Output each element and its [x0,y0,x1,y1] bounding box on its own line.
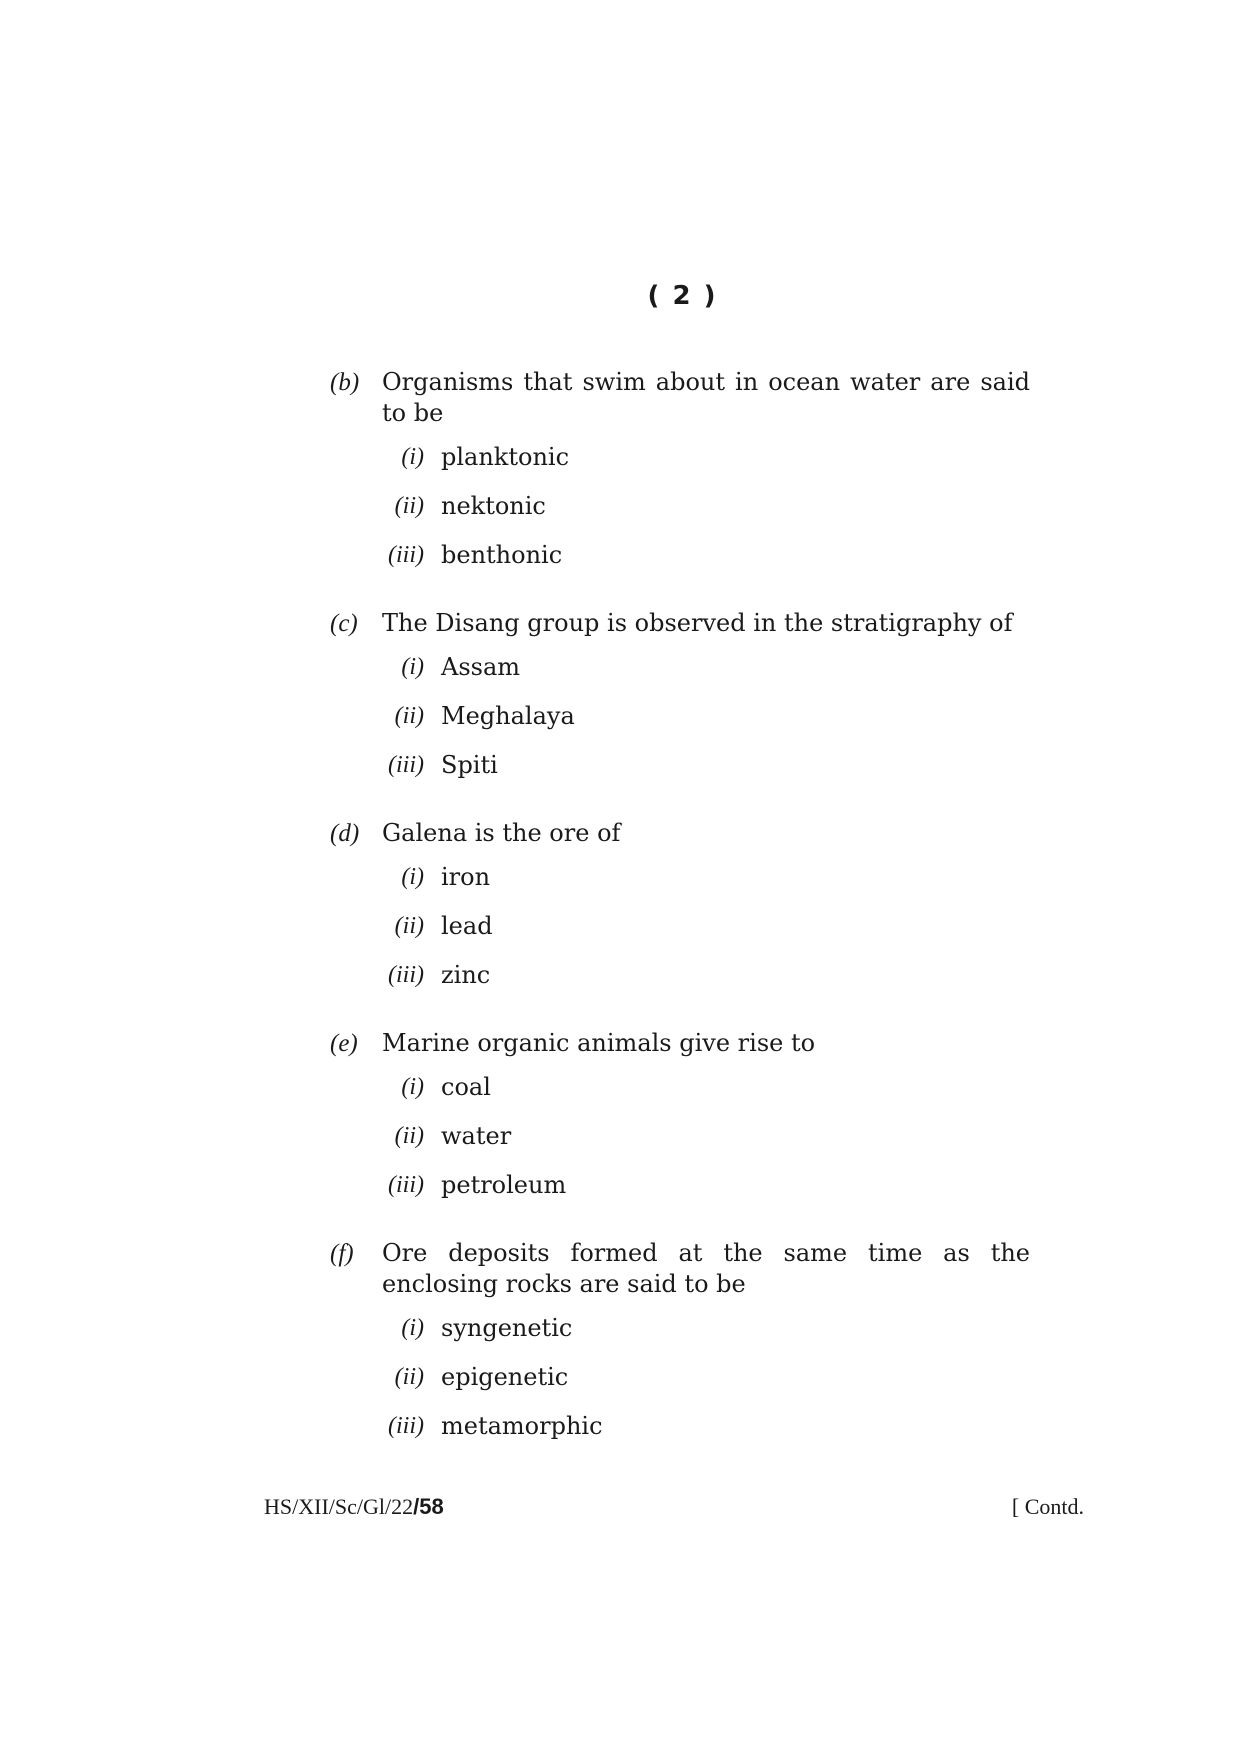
continued-note: [ Contd. [1011,1494,1084,1519]
question-d [330,818,1030,1005]
option-list [330,1309,1030,1456]
question-c [330,608,1030,795]
option-list [330,438,1030,585]
option-label: (iii) [388,752,424,778]
option-text: epigenetic [441,1363,569,1391]
option-label: (ii) [394,913,424,939]
question-f [330,1238,1030,1456]
option-text: metamorphic [441,1412,603,1440]
option-text: Meghalaya [441,702,575,730]
option-label: (iii) [388,1172,424,1198]
option-list [330,648,1030,795]
question-label: (c) [330,610,358,637]
paper-code [264,1494,444,1520]
question-label: (d) [330,820,360,847]
option-text: iron [441,863,491,891]
question-text: Galena is the ore of [382,819,621,847]
option-label: (iii) [388,1413,424,1439]
question-list [330,367,1030,1456]
option-text: benthonic [441,541,563,569]
question-text: Marine organic animals give rise to [382,1029,816,1057]
option-text: Assam [441,653,521,681]
option-list [330,858,1030,1005]
question-text: The Disang group is observed in the stratigraphy of [382,609,1013,637]
option-text: zinc [441,961,491,989]
option-item [330,907,1030,956]
question-text: Ore deposits formed at the same time as the enclosing rocks are said to be [382,1239,1030,1298]
question-text: Organisms that swim about in ocean water are said to be [382,368,1030,427]
question-label: (f) [330,1240,354,1267]
option-label: (i) [401,864,424,890]
option-item [330,536,1030,585]
option-item [330,697,1030,746]
question-label: (b) [330,369,360,396]
paper-code-prefix: HS/XII/Sc/Gl/22 [264,1494,414,1519]
option-label: (iii) [388,962,424,988]
question-b [330,367,1030,585]
paper-code-number: /58 [413,1494,444,1519]
option-list [330,1068,1030,1215]
option-label: (ii) [394,493,424,519]
option-item [330,648,1030,697]
option-label: (i) [401,1074,424,1100]
option-item [330,438,1030,487]
option-text: syngenetic [441,1314,573,1342]
option-label: (i) [401,1315,424,1341]
option-item [330,1407,1030,1456]
option-text: planktonic [441,443,570,471]
option-item [330,1166,1030,1215]
question-e [330,1028,1030,1215]
option-item [330,1117,1030,1166]
question-label: (e) [330,1030,358,1057]
option-item [330,746,1030,795]
option-label: (iii) [388,542,424,568]
option-label: (ii) [394,1364,424,1390]
option-item [330,956,1030,1005]
option-text: nektonic [441,492,546,520]
option-item [330,487,1030,536]
option-text: coal [441,1073,491,1101]
page-number: ( 2 ) [647,281,718,311]
option-text: water [441,1122,512,1150]
option-label: (ii) [394,703,424,729]
option-label: (i) [401,654,424,680]
option-item [330,1309,1030,1358]
option-label: (i) [401,444,424,470]
option-item [330,1358,1030,1407]
option-label: (ii) [394,1123,424,1149]
option-text: Spiti [441,751,498,779]
option-text: lead [441,912,493,940]
option-text: petroleum [441,1171,567,1199]
option-item [330,1068,1030,1117]
option-item [330,858,1030,907]
